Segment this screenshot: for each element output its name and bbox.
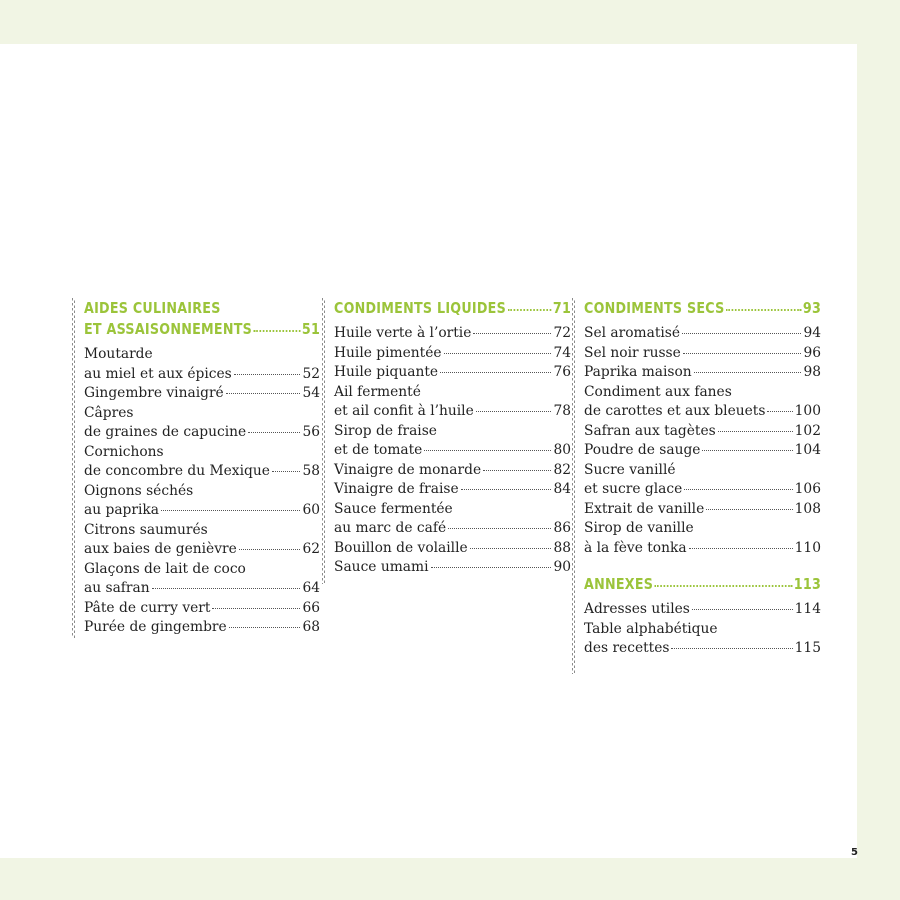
entry-title-text: Pâte de curry vert: [84, 599, 211, 616]
entry-line: [334, 324, 571, 344]
entry-line: [84, 482, 320, 502]
entry-line: [334, 344, 571, 364]
toc-entry: [334, 324, 571, 344]
entry-page-number: 62: [302, 541, 320, 557]
dot-leader: [682, 333, 801, 334]
entry-page-number: 104: [794, 442, 821, 458]
entry-title-text: Sirop de fraise: [334, 422, 437, 439]
toc-entry: [334, 363, 571, 383]
entry-title-text: Sauce umami: [334, 559, 429, 575]
toc-entry: [334, 422, 571, 461]
entry-page-number: 72: [553, 325, 571, 341]
section-heading: [584, 574, 821, 595]
dot-leader: [671, 648, 792, 649]
dot-leader: [508, 309, 552, 311]
entry-line: [334, 480, 571, 500]
entry-line: [584, 600, 821, 620]
section-page-number: 93: [802, 299, 822, 317]
entry-page-number: 88: [553, 539, 571, 556]
entry-line: [584, 402, 821, 422]
entry-line: [334, 558, 571, 578]
entry-title-text: et ail confit à l’huile: [334, 403, 474, 419]
dot-leader: [483, 470, 551, 471]
entry-page-number: 100: [794, 403, 821, 419]
entry-page-number: 56: [302, 424, 320, 440]
entry-page-number: 54: [302, 385, 320, 401]
dot-leader: [683, 353, 802, 354]
dot-leader: [424, 450, 551, 451]
toc-entry: [584, 461, 821, 500]
toc-entry: [334, 480, 571, 500]
entry-title-text: des recettes: [584, 640, 670, 656]
section-heading: [334, 298, 571, 319]
entry-title-text: et de tomate: [334, 442, 423, 458]
entry-line: [334, 519, 571, 539]
toc-entry: [84, 599, 320, 619]
dot-leader: [212, 608, 300, 609]
entry-title-text: Vinaigre de monarde: [334, 461, 482, 478]
entry-title-text: Poudre de sauge: [584, 442, 701, 458]
entry-page-number: 110: [794, 539, 821, 556]
entry-title-text: à la fève tonka: [584, 539, 687, 556]
entry-page-number: 98: [803, 364, 821, 380]
dot-leader: [448, 528, 551, 529]
entry-page-number: 102: [794, 422, 821, 439]
toc-entry: [584, 422, 821, 442]
toc-entry: [84, 384, 320, 404]
dot-leader: [706, 509, 792, 510]
entry-title-text: Ail fermenté: [334, 383, 421, 400]
entry-line: [584, 422, 821, 442]
entry-title-text: Sel aromatisé: [584, 325, 681, 341]
entry-line: [584, 539, 821, 559]
entry-page-number: 80: [553, 442, 571, 458]
entry-page-number: 76: [553, 364, 571, 380]
entry-title-text: de carottes et aux bleuets: [584, 403, 766, 419]
entry-line: [334, 539, 571, 559]
entry-title-text: de concombre du Mexique: [84, 463, 270, 479]
toc-entry: [84, 560, 320, 599]
dot-leader: [440, 372, 551, 373]
entry-line: [334, 441, 571, 461]
section-page-number: 51: [301, 320, 321, 338]
toc-entry: [584, 620, 821, 659]
entry-line: [84, 384, 320, 404]
entry-title-text: Citrons saumurés: [84, 521, 208, 538]
entry-page-number: 114: [794, 601, 821, 617]
section-title-line: [334, 298, 571, 319]
entry-title-text: Glaçons de lait de coco: [84, 560, 246, 577]
toc-entry: [84, 521, 320, 560]
toc-entry: [584, 344, 821, 364]
entry-line: [584, 363, 821, 383]
entry-page-number: 96: [803, 344, 821, 361]
entry-line: [84, 618, 320, 638]
section-title-line: [584, 298, 821, 319]
entry-title-text: Safran aux tagètes: [584, 422, 716, 439]
entry-title-text: Bouillon de volaille: [334, 539, 468, 556]
entry-title-text: Purée de gingembre: [84, 619, 227, 635]
entry-page-number: 66: [302, 599, 320, 616]
dot-leader: [726, 309, 801, 311]
section-title-text: AIDES CULINAIRES: [84, 299, 221, 317]
entry-title-text: Huile verte à l’ortie: [334, 325, 472, 341]
entry-title-text: de graines de capucine: [84, 424, 247, 440]
toc-entry: [334, 558, 571, 578]
entry-page-number: 108: [794, 500, 821, 517]
dot-leader: [239, 549, 301, 550]
dot-leader: [655, 585, 792, 587]
dot-leader: [229, 627, 301, 628]
entry-line: [584, 620, 821, 640]
entry-title-text: et sucre glace: [584, 481, 683, 497]
dot-leader: [702, 450, 792, 451]
entry-line: [334, 383, 571, 403]
toc-entry: [334, 500, 571, 539]
dot-leader: [226, 393, 301, 394]
dot-leader: [767, 411, 792, 412]
toc-entry: [584, 363, 821, 383]
entry-line: [584, 639, 821, 659]
entry-title-text: Table alphabétique: [584, 620, 718, 637]
entry-line: [84, 501, 320, 521]
entry-title-text: Extrait de vanille: [584, 500, 705, 517]
toc-entry: [334, 344, 571, 364]
section-page-number: 71: [552, 299, 572, 317]
entry-line: [84, 365, 320, 385]
dot-leader: [444, 353, 552, 354]
toc-section: [334, 298, 571, 578]
dot-leader: [689, 548, 793, 549]
entry-page-number: 68: [302, 619, 320, 635]
toc-entry: [584, 324, 821, 344]
entry-line: [334, 363, 571, 383]
entry-title-text: au miel et aux épices: [84, 365, 232, 382]
entry-title-text: Huile pimentée: [334, 344, 442, 361]
section-title-line: [584, 574, 821, 595]
entry-title-text: Paprika maison: [584, 364, 692, 380]
dot-leader: [431, 567, 552, 568]
entry-line: [84, 423, 320, 443]
toc-column-1: [72, 298, 320, 638]
entry-title-text: Gingembre vinaigré: [84, 385, 224, 401]
entry-title-text: Condiment aux fanes: [584, 383, 732, 400]
toc-section: [584, 298, 821, 558]
section-title-text: ANNEXES: [584, 575, 654, 593]
entry-title-text: Sucre vanillé: [584, 461, 676, 478]
dot-leader: [272, 471, 301, 472]
toc-entry: [584, 383, 821, 422]
toc-entry: [84, 404, 320, 443]
toc-section: [84, 298, 320, 638]
section-title-text: ET ASSAISONNEMENTS: [84, 320, 253, 338]
dot-leader: [476, 411, 552, 412]
entry-title-text: au marc de café: [334, 520, 447, 536]
toc-entry: [84, 618, 320, 638]
toc-column-3: [572, 298, 821, 674]
entry-line: [584, 480, 821, 500]
entry-line: [84, 521, 320, 541]
entry-line: [584, 461, 821, 481]
section-title-text: CONDIMENTS LIQUIDES: [334, 299, 507, 317]
entry-title-text: Sauce fermentée: [334, 500, 453, 517]
toc-entry: [84, 482, 320, 521]
entry-line: [84, 560, 320, 580]
entry-page-number: 58: [302, 463, 320, 479]
toc-entry: [84, 443, 320, 482]
entry-page-number: 74: [553, 344, 571, 361]
toc-entry: [334, 461, 571, 481]
entry-title-text: Sel noir russe: [584, 344, 681, 361]
entry-page-number: 106: [794, 481, 821, 497]
toc-entry: [584, 600, 821, 620]
entry-line: [584, 500, 821, 520]
entry-page-number: 78: [553, 403, 571, 419]
toc-entry: [334, 383, 571, 422]
toc-section: [584, 574, 821, 659]
dot-leader: [152, 588, 301, 589]
entry-line: [84, 599, 320, 619]
entry-line: [84, 540, 320, 560]
dot-leader: [161, 510, 300, 511]
section-page-number: 113: [793, 575, 822, 593]
entry-title-text: aux baies de genièvre: [84, 541, 237, 557]
dot-leader: [254, 330, 301, 332]
entry-page-number: 64: [302, 580, 320, 596]
dot-leader: [473, 333, 551, 334]
entry-title-text: Moutarde: [84, 346, 153, 362]
dot-leader: [718, 431, 793, 432]
toc-entry: [584, 500, 821, 520]
entry-title-text: Cornichons: [84, 443, 164, 460]
section-title-line: [84, 319, 320, 340]
entry-line: [334, 461, 571, 481]
entry-line: [584, 519, 821, 539]
entry-line: [84, 443, 320, 463]
toc-column-2: [322, 298, 571, 584]
entry-title-text: au paprika: [84, 502, 159, 518]
entry-line: [84, 404, 320, 424]
entry-line: [584, 324, 821, 344]
entry-page-number: 86: [553, 520, 571, 536]
toc-entry: [584, 441, 821, 461]
dot-leader: [692, 609, 793, 610]
entry-line: [84, 579, 320, 599]
entry-title-text: Oignons séchés: [84, 482, 194, 499]
entry-page-number: 90: [553, 559, 571, 575]
entry-line: [334, 500, 571, 520]
entry-line: [84, 345, 320, 365]
entry-page-number: 60: [302, 502, 320, 518]
dot-leader: [461, 489, 552, 490]
section-title-text: CONDIMENTS SECS: [584, 299, 725, 317]
dot-leader: [234, 374, 301, 375]
entry-line: [84, 462, 320, 482]
section-heading: [584, 298, 821, 319]
toc-entry: [84, 345, 320, 384]
entry-title-text: Sirop de vanille: [584, 520, 694, 536]
page-number: 5: [851, 847, 858, 858]
entry-title-text: Huile piquante: [334, 364, 439, 380]
entry-page-number: 115: [794, 640, 821, 656]
entry-title-text: Câpres: [84, 404, 134, 421]
entry-page-number: 94: [803, 325, 821, 341]
entry-page-number: 82: [553, 461, 571, 478]
toc-entry: [334, 539, 571, 559]
entry-page-number: 52: [302, 365, 320, 382]
section-heading: [84, 298, 320, 340]
entry-line: [334, 422, 571, 442]
dot-leader: [248, 432, 300, 433]
entry-page-number: 84: [553, 481, 571, 497]
dot-leader: [684, 489, 792, 490]
section-title-line: [84, 298, 320, 319]
dot-leader: [470, 548, 552, 549]
entry-title-text: Vinaigre de fraise: [334, 481, 459, 497]
entry-title-text: au safran: [84, 580, 150, 596]
entry-line: [584, 383, 821, 403]
entry-line: [334, 402, 571, 422]
dot-leader: [694, 372, 802, 373]
entry-line: [584, 344, 821, 364]
entry-title-text: Adresses utiles: [584, 601, 690, 617]
entry-line: [584, 441, 821, 461]
toc-entry: [584, 519, 821, 558]
